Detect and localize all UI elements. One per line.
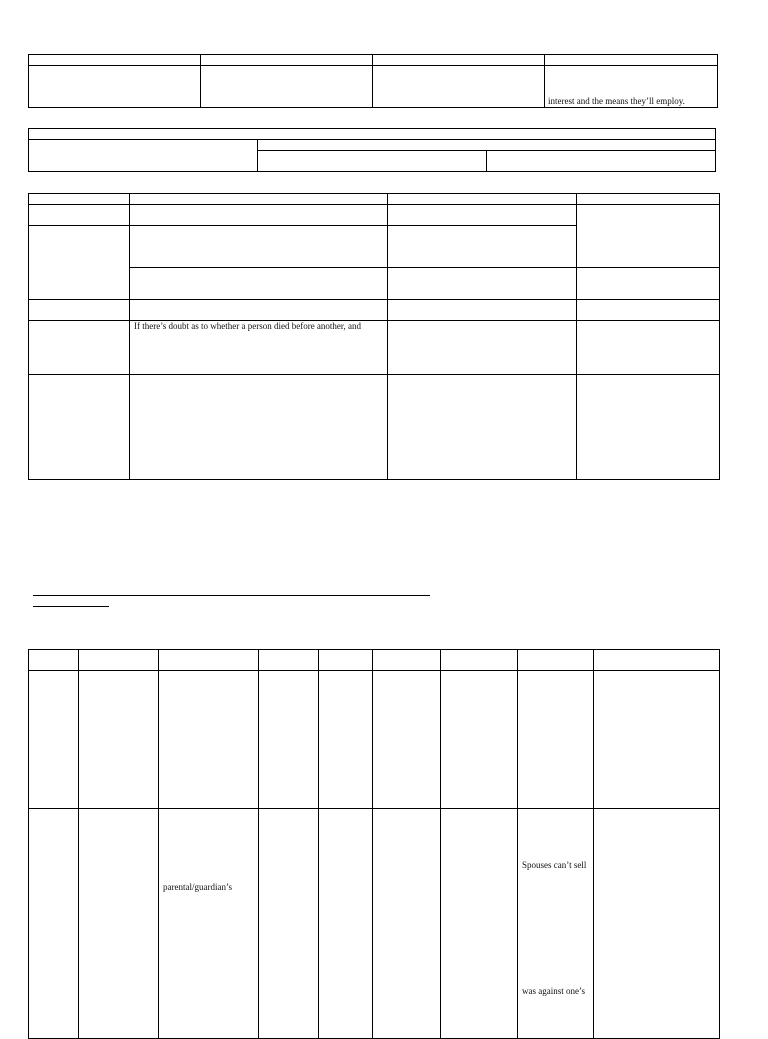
table-3-cell [388,375,577,480]
table-4-cell [518,809,594,1039]
table-4-cell [594,671,720,809]
table-3-cell [130,205,388,226]
doubt-text: If there’s doubt as to whether a person died before another, and [134,321,362,331]
table-4-cell [373,671,441,809]
table-4-cell [441,809,518,1039]
table-3-cell [577,321,720,375]
table-2-header-cell [29,129,716,140]
table-3-cell [388,321,577,375]
table-4-cell [159,809,259,1039]
table-1-header-cell [373,55,545,66]
table-1-cell [29,66,201,108]
table-4-header-cell [373,650,441,671]
table-3-header-cell [29,194,130,205]
table-3-cell [130,226,388,268]
table-2-cell [258,151,487,172]
table-3-cell [577,300,720,321]
table-3-cell [388,226,577,268]
spouses-text: Spouses can’t sell [522,860,587,870]
table-4-header-cell [29,650,79,671]
table-3-cell [577,375,720,480]
table-3-cell [130,321,388,375]
table-3-cell [577,268,720,300]
table-3-cell [388,300,577,321]
table-4-cell [79,809,159,1039]
table-3-cell [130,268,388,300]
table-3-cell [29,300,130,321]
table-4-cell [259,809,319,1039]
table-4-cell [373,809,441,1039]
table-3 [28,193,720,480]
table-4-header-cell [79,650,159,671]
table-4-header-cell [518,650,594,671]
table-4-cell [29,671,79,809]
table-2-cell [29,140,258,172]
table-1-cell [373,66,545,108]
table-1-header-cell [29,55,201,66]
table-3-cell [130,375,388,480]
table-3-cell [388,268,577,300]
table-4-cell [159,671,259,809]
table-4-header-cell [159,650,259,671]
table-4-cell [441,671,518,809]
table-1-cell [201,66,373,108]
table-1-header-cell [201,55,373,66]
means-text: interest and the means they’ll employ. [548,96,685,106]
table-3-cell [29,321,130,375]
underline-rule [33,595,430,596]
table-3-cell [577,205,720,268]
underline-rule-short [33,606,109,607]
table-4-header-cell [594,650,720,671]
table-3-cell [29,226,130,300]
table-1-header-cell [545,55,718,66]
table-2-cell [487,151,716,172]
table-4-cell [319,809,373,1039]
against-text: was against one’s [522,986,585,996]
table-4-header-cell [441,650,518,671]
table-3-cell [29,375,130,480]
table-4-cell [259,671,319,809]
table-3-header-cell [130,194,388,205]
table-2 [28,128,716,172]
table-4-cell [79,671,159,809]
table-2-cell [258,140,716,151]
table-3-header-cell [388,194,577,205]
table-3-header-cell [577,194,720,205]
table-3-cell [388,205,577,226]
table-4-cell [29,809,79,1039]
table-4 [28,649,720,1039]
table-4-cell [594,809,720,1039]
table-3-cell [130,300,388,321]
table-1 [28,54,718,108]
table-4-header-cell [319,650,373,671]
parental-text: parental/guardian’s [163,882,232,892]
table-3-cell [29,205,130,226]
table-4-cell [518,671,594,809]
table-4-cell [319,671,373,809]
table-4-header-cell [259,650,319,671]
table-1-cell [545,66,718,108]
